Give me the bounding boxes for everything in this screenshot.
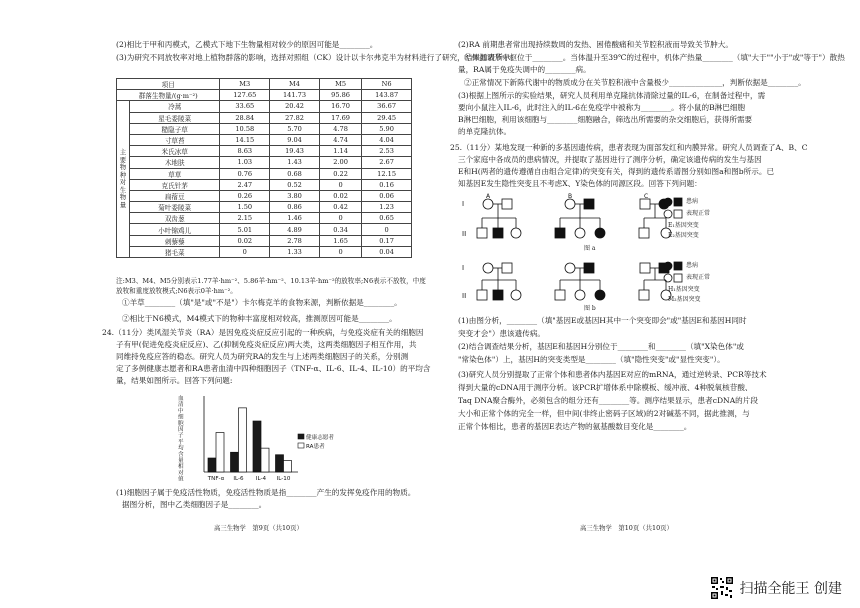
bar-ra-1 xyxy=(239,408,247,472)
table-cell: 2.47 xyxy=(220,179,270,190)
svg-text:I: I xyxy=(462,200,465,208)
legend-a-e2: E₂基因突变 xyxy=(668,232,699,239)
table-cell: 1.50 xyxy=(220,202,270,213)
side-label-text: 主要物种对生物量 xyxy=(119,148,127,209)
table-cell: 0.68 xyxy=(270,168,320,179)
legend-b-h1: H₁基因突变 xyxy=(668,286,700,293)
table-cell: 0.26 xyxy=(220,190,270,201)
table-row xyxy=(117,190,412,201)
x-tick-label: IL-6 xyxy=(233,476,244,482)
svg-text:A: A xyxy=(486,193,491,200)
table-header: M5 xyxy=(319,79,361,90)
species-name: 糙隐子草 xyxy=(130,123,220,134)
table-cell: 4.78 xyxy=(319,123,361,134)
q24-part2-1: ①体温调节中枢位于________。当体温升至39℃的过程中，机体产热量________（填"大于""小于"或"等于"）散热 xyxy=(464,53,845,62)
species-name: 冷蒿 xyxy=(130,101,220,112)
table-cell: 2.15 xyxy=(220,213,270,224)
table-header: M4 xyxy=(270,79,320,90)
species-name: 双齿葱 xyxy=(130,213,220,224)
legend-swatch-0 xyxy=(298,434,304,439)
table-cell: 2.53 xyxy=(362,146,412,157)
table-cell: 19.43 xyxy=(270,146,320,157)
table-cell: 1.43 xyxy=(270,157,320,168)
table-cell: 36.67 xyxy=(362,101,412,112)
pedigree-b xyxy=(460,256,760,312)
table-note-2: 放牧和重度放牧模式;N6表示0羊·hm⁻²。 xyxy=(116,287,237,295)
table-cell: 27.82 xyxy=(270,112,320,123)
q23-part3: (3)为研究不同放牧率对地上植物群落的影响，选择对照组（CK）设计以卡尔弗克半为材料进行了研究，结果如表所示。 xyxy=(116,53,518,62)
table-row xyxy=(117,235,412,246)
table-cell: 16.70 xyxy=(319,101,361,112)
svg-text:II: II xyxy=(462,292,467,300)
fig-a-caption: 图 a xyxy=(584,245,596,252)
table-cell: 5.70 xyxy=(270,123,320,134)
bar-healthy-0 xyxy=(208,458,216,472)
q24-part3b: 要向小鼠注入IL-6，此时注入的IL-6在免疫学中被称为________。将小鼠的B淋巴细胞 xyxy=(458,103,746,112)
table-cell: 2.67 xyxy=(362,157,412,168)
q24-sub1b: 据图分析，图中乙类细胞因子是________。 xyxy=(122,500,267,509)
svg-text:B: B xyxy=(568,193,573,200)
cytokine-bar-chart xyxy=(170,392,360,486)
table-cell: 141.73 xyxy=(270,90,320,101)
table-cell: 1.14 xyxy=(319,146,361,157)
table-header-row xyxy=(117,79,412,90)
table-side-label xyxy=(117,101,130,258)
q25-line3: E和H(两者的遗传遵循自由组合定律)的突变有关，得到的遗传系谱图分别如图a和图b所示。已 xyxy=(458,167,775,176)
q24-line2: 子有甲(促进免疫炎症反应)、乙(抑制免疫炎症反应)两大类，这两类细胞因子相互作用，共 xyxy=(116,340,417,349)
q24-line3: 同维持免疫应答的稳态。研究人员为研究RA的发生与上述两类细胞因子的关系，分别测 xyxy=(116,352,409,361)
table-cell: 1.33 xyxy=(270,246,320,257)
q24-part2: (2)RA 前期患者常出现持续数周的发热、困倦酸痛和关节腔积液而导致关节肿大。 xyxy=(458,40,733,49)
bar-healthy-2 xyxy=(253,421,261,472)
species-name: 克氏针茅 xyxy=(130,179,220,190)
table-row xyxy=(117,168,412,179)
table-cell: 0.52 xyxy=(270,179,320,190)
q24-part3c: B淋巴细胞，利用该细胞与________细胞融合，筛选出所需要的杂交细胞后，获得所需要 xyxy=(458,115,753,124)
q25-sub2b: "常染色体"）上，基因H的突变类型是________（填"隐性突变"或"显性突变"）。 xyxy=(458,355,725,364)
table-cell: 0 xyxy=(319,213,361,224)
table-cell: 4.04 xyxy=(362,134,412,145)
bar-ra-2 xyxy=(261,448,269,472)
table-cell: 29.45 xyxy=(362,112,412,123)
table-cell: 9.04 xyxy=(270,134,320,145)
species-name: 刺藜藜 xyxy=(130,235,220,246)
table-row xyxy=(117,224,412,235)
scanner-brand xyxy=(710,576,842,600)
species-name: 草草 xyxy=(130,168,220,179)
table-cell: 8.63 xyxy=(220,146,270,157)
y-axis-label: 血清中细胞因子平均含量相对值 xyxy=(178,396,184,483)
table-cell: 12.15 xyxy=(362,168,412,179)
table-cell: 4.74 xyxy=(319,134,361,145)
q24-part3: (3)根据上图所示的实验结果，研究人员利用单克隆抗体清除过量的IL-6，在制备过程中，需 xyxy=(458,91,766,100)
table-cell: 0 xyxy=(319,246,361,257)
right-page xyxy=(430,0,860,608)
x-tick-label: TNF-α xyxy=(207,476,225,482)
q25-sub3d: 大小和正常个体的完全一样，但中间(非终止密码子区域)的2对碱基不同，据此推测，与 xyxy=(458,409,750,418)
table-cell: 0.02 xyxy=(319,190,361,201)
x-tick-label: IL-10 xyxy=(276,476,291,482)
table-cell: 28.84 xyxy=(220,112,270,123)
q25-sub3e: 正常个体相比，患者的基因E表达产物的氨基酸数目变化是________。 xyxy=(458,422,692,431)
table-cell: 127.65 xyxy=(220,90,270,101)
legend-a-affected: 患病 xyxy=(686,198,699,205)
table-cell: 2.00 xyxy=(319,157,361,168)
svg-text:I: I xyxy=(462,264,465,272)
legend-swatch-1 xyxy=(298,443,304,448)
svg-text:II: II xyxy=(462,230,467,238)
table-cell: 5.01 xyxy=(220,224,270,235)
table-cell: 4.89 xyxy=(270,224,320,235)
table-cell: 0 xyxy=(362,224,412,235)
legend-label-0: 健康志愿者 xyxy=(306,435,334,441)
q24-part2-1b: 量，RA属于免疫失调中的________病。 xyxy=(458,65,591,74)
table-cell: 1.03 xyxy=(220,157,270,168)
species-name: 木地肤 xyxy=(130,157,220,168)
table-row xyxy=(117,123,412,134)
biomass-table xyxy=(116,78,412,258)
table-cell: 143.87 xyxy=(362,90,412,101)
table-row xyxy=(117,134,412,145)
table-header: M3 xyxy=(220,79,270,90)
legend-b-m2: M₂基因突变 xyxy=(668,296,701,303)
table-cell: 5.90 xyxy=(362,123,412,134)
legend-b-affected: 患病 xyxy=(686,262,699,269)
table-cell: 0.34 xyxy=(319,224,361,235)
table-cell: 0.42 xyxy=(319,202,361,213)
q25-sub3b: 得到大量的cDNA用于测序分析。该PCR扩增体系中除模板、缓冲液、4种脱氧核苷酸、 xyxy=(458,383,753,392)
table-cell: 0.02 xyxy=(220,235,270,246)
legend-a-e1: E₁基因突变 xyxy=(668,222,699,229)
table-row xyxy=(117,112,412,123)
table-note-1: 注:M3、M4、M5分别表示1.77羊·hm⁻²、5.86羊·hm⁻²、10.13羊·hm⁻²的放牧率;N6表示不放牧，中度 xyxy=(116,277,426,285)
table-cell: 1.65 xyxy=(319,235,361,246)
table-cell: 10.58 xyxy=(220,123,270,134)
fig-b-caption: 图 b xyxy=(584,305,596,312)
table-row xyxy=(117,246,412,257)
bar-healthy-3 xyxy=(276,455,284,472)
table-cell: 0.04 xyxy=(362,246,412,257)
table-cell: 0 xyxy=(220,246,270,257)
q25-sub2: (2)结合调查结果分析，基因E和基因H分别位于________和________（填"X染色体"或 xyxy=(458,342,744,351)
table-cell: 0.65 xyxy=(362,213,412,224)
q24-line1: 24.（11分）类风湿关节炎（RA）是因免疫炎症反应引起的一种疾病，与免疫炎症有关的细胞因 xyxy=(102,328,424,337)
species-name: 小叶锦鸡儿 xyxy=(130,224,220,235)
table-cell: 群落生物量/(g·m⁻²) xyxy=(117,90,220,101)
legend-label-1: RA患者 xyxy=(306,444,325,450)
table-row xyxy=(117,202,412,213)
qr-code-icon xyxy=(710,576,734,600)
table-cell: 0.17 xyxy=(362,235,412,246)
table-row xyxy=(117,90,412,101)
q25-line1: 25.（11分）某地发现一种新的多基因遗传病，患者表现为面部发红和内膜异常。研究人员调查了A、B、C xyxy=(450,143,808,152)
table-cell: 95.86 xyxy=(319,90,361,101)
q24-sub1: (1)细胞因子属于免疫活性物质，免疫活性物质是指________产生的发挥免疫作用的物质。 xyxy=(116,488,416,497)
bar-ra-3 xyxy=(284,460,292,472)
q25-sub1: (1)由图分析，________（填"基因E或基因H其中一个突变即会"或"基因E和基因H同时 xyxy=(458,316,747,325)
species-name: 扁蓿豆 xyxy=(130,190,220,201)
table-row xyxy=(117,157,412,168)
q23-sub2: ②相比于N6模式，M4模式下的物种丰富度相对较高，推测原因可能是________。 xyxy=(122,314,397,323)
species-name: 星毛委陵菜 xyxy=(130,112,220,123)
bar-healthy-1 xyxy=(231,452,239,472)
table-row xyxy=(117,101,412,112)
q25-sub1b: 突变才会"）患该遗传病。 xyxy=(458,329,546,338)
table-cell: 0.16 xyxy=(362,179,412,190)
table-cell: 0.76 xyxy=(220,168,270,179)
table-cell: 20.42 xyxy=(270,101,320,112)
species-name: 菊叶委陵菜 xyxy=(130,202,220,213)
table-cell: 3.80 xyxy=(270,190,320,201)
table-header: 项目 xyxy=(117,79,220,90)
table-cell: 33.65 xyxy=(220,101,270,112)
x-tick-label: IL-4 xyxy=(255,476,267,482)
q25-line2: 三个家庭中各成员的患病情况，并提取了基因进行了测序分析，确定该遗传病的发生与基因 xyxy=(458,155,762,164)
table-cell: 1.46 xyxy=(270,213,320,224)
bar-ra-0 xyxy=(216,433,224,472)
q24-line4: 定了多例健康志愿者和RA患者血清中四种细胞因子（TNF-α、IL-6、IL-4、IL-10）的平均含 xyxy=(116,364,431,373)
q24-part3d: 的单克隆抗体。 xyxy=(458,127,512,136)
svg-text:C: C xyxy=(644,193,649,200)
q25-sub3: (3)研究人员分别提取了正常个体和患者体内基因E对应的mRNA，通过逆转录、PCR等技术 xyxy=(458,370,767,379)
q23-part2: (2)相比于甲和丙模式，乙模式下地下生物量相对较少的原因可能是________。 xyxy=(116,40,378,49)
right-footer: 高三生物学 第10页（共10页） xyxy=(580,524,673,532)
table-cell: 14.15 xyxy=(220,134,270,145)
left-footer: 高三生物学 第9页（共10页） xyxy=(214,524,303,532)
table-cell: 1.23 xyxy=(362,202,412,213)
q24-line5: 量，结果如图所示。回答下列问题: xyxy=(116,376,233,385)
q24-part2-2: ②正常情况下新陈代谢中的物质成分在关节腔积液中含量极少______________，判断依据是________。 xyxy=(464,78,806,87)
table-cell: 17.69 xyxy=(319,112,361,123)
table-cell: 0.86 xyxy=(270,202,320,213)
table-cell: 2.78 xyxy=(270,235,320,246)
species-name: 米氏冰草 xyxy=(130,146,220,157)
table-row xyxy=(117,146,412,157)
legend-a-normal: 表现正常 xyxy=(686,210,711,217)
table-cell: 0.22 xyxy=(319,168,361,179)
q25-line4: 知基因E发生隐性突变且不考虑X、Y染色体的同源区段。回答下列问题： xyxy=(458,179,702,188)
legend-b-normal: 表现正常 xyxy=(686,274,711,281)
q23-sub1: ①羊草________（填"是"或"不是"）卡尔梅克羊的食物来源，判断依据是________。 xyxy=(122,298,402,307)
table-row xyxy=(117,179,412,190)
table-row xyxy=(117,213,412,224)
q25-sub3c: Taq DNA聚合酶外，必须包含的组分还有________等。测序结果显示，患者cDNA的片段 xyxy=(458,396,758,405)
brand-text: 扫描全能王 创建 xyxy=(739,581,842,597)
table-cell: 0 xyxy=(319,179,361,190)
species-name: 寸草苔 xyxy=(130,134,220,145)
species-name: 猪毛菜 xyxy=(130,246,220,257)
table-cell: 0.06 xyxy=(362,190,412,201)
table-header: N6 xyxy=(362,79,412,90)
